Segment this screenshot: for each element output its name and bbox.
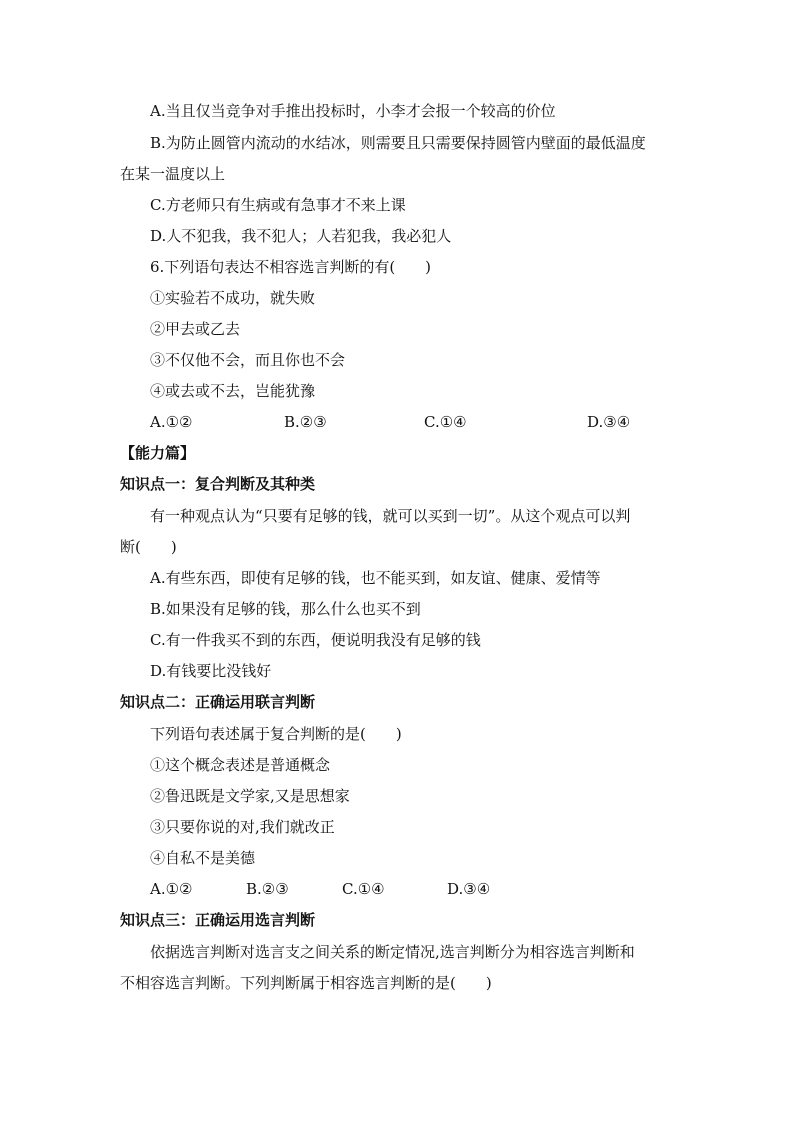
kp1-title: 知识点一：复合判断及其种类 bbox=[120, 475, 316, 493]
q6-choice-b: B.②③ bbox=[284, 413, 327, 431]
kp3-stem-line2: 不相容选言判断。下列判断属于相容选言判断的是( ) bbox=[120, 974, 492, 992]
q6-choice-a: A.①② bbox=[150, 413, 193, 431]
kp1-option-d: D.有钱要比没钱好 bbox=[150, 662, 272, 680]
q5-option-b: B.为防止圆管内流动的水结冰，则需要且只需要保持圆管内壁面的最低温度 bbox=[150, 134, 646, 152]
q5-option-a: A.当且仅当竞争对手推出投标时，小李才会报一个较高的价位 bbox=[150, 102, 556, 120]
kp1-option-c: C.有一件我买不到的东西，便说明我没有足够的钱 bbox=[150, 631, 481, 649]
q6-choice-c: C.①④ bbox=[424, 413, 467, 431]
kp3-title: 知识点三：正确运用选言判断 bbox=[120, 911, 316, 929]
q5-option-b-continued: 在某一温度以上 bbox=[120, 165, 226, 183]
kp2-choice-a: A.①② bbox=[150, 880, 193, 898]
kp1-option-b: B.如果没有足够的钱，那么什么也买不到 bbox=[150, 600, 421, 618]
kp3-stem-line1: 依据选言判断对选言支之间关系的断定情况,选言判断分为相容选言判断和 bbox=[150, 943, 635, 961]
q6-item-3: ③不仅他不会，而且你也不会 bbox=[150, 351, 346, 369]
q5-option-d: D.人不犯我，我不犯人；人若犯我，我必犯人 bbox=[150, 227, 452, 245]
q6-item-4: ④或去或不去，岂能犹豫 bbox=[150, 382, 316, 400]
kp2-choice-c: C.①④ bbox=[342, 880, 385, 898]
q6-choice-d: D.③④ bbox=[587, 413, 631, 431]
q6-item-1: ①实验若不成功，就失败 bbox=[150, 289, 316, 307]
kp1-stem-line2: 断( ) bbox=[120, 538, 177, 556]
kp1-stem-line1: 有一种观点认为“只要有足够的钱，就可以买到一切”。从这个观点可以判 bbox=[150, 507, 631, 525]
q6-stem: 6.下列语句表达不相容选言判断的有( ) bbox=[150, 258, 432, 276]
kp2-choice-d: D.③④ bbox=[447, 880, 491, 898]
q5-option-c: C.方老师只有生病或有急事才不来上课 bbox=[150, 196, 406, 214]
kp2-choice-b: B.②③ bbox=[246, 880, 289, 898]
kp2-choices bbox=[150, 879, 750, 899]
kp2-title: 知识点二：正确运用联言判断 bbox=[120, 693, 316, 711]
kp2-item-1: ①这个概念表述是普通概念 bbox=[150, 756, 331, 774]
kp1-option-a: A.有些东西，即使有足够的钱，也不能买到，如友谊、健康、爱情等 bbox=[150, 569, 601, 587]
kp2-stem: 下列语句表述属于复合判断的是( ) bbox=[150, 725, 402, 743]
section-title-ability: 【能力篇】 bbox=[120, 444, 196, 462]
kp2-item-2: ②鲁迅既是文学家,又是思想家 bbox=[150, 787, 350, 805]
q6-item-2: ②甲去或乙去 bbox=[150, 320, 241, 338]
q6-choices bbox=[150, 412, 750, 432]
kp2-item-3: ③只要你说的对,我们就改正 bbox=[150, 818, 335, 836]
kp2-item-4: ④自私不是美德 bbox=[150, 849, 256, 867]
